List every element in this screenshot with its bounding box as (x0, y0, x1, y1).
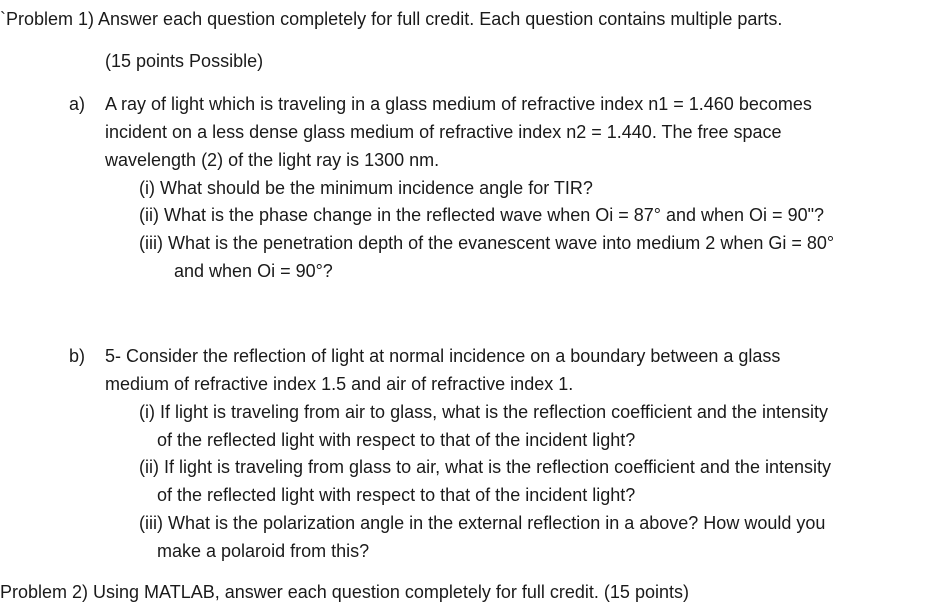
part-b-text-line-1: 5- Consider the reflection of light at normal incidence on a boundary between a glass (105, 346, 781, 366)
part-a-sub-i: (i) What should be the minimum incidence angle for TIR? (139, 178, 593, 198)
part-b-marker: b) (69, 346, 86, 366)
part-b-sub-iii: (iii) What is the polarization angle in the external reflection in a above? How would you (139, 513, 826, 533)
part-a-text-line-2: incident on a less dense glass medium of refractive index n2 = 1.440. The free space (105, 122, 782, 142)
problem-2-heading: Problem 2) Using MATLAB, answer each question completely for full credit. (15 points) (0, 582, 689, 602)
part-a-text-line-3: wavelength (2) of the light ray is 1300 nm. (105, 150, 440, 170)
part-b-sub-ii: (ii) If light is traveling from glass to air, what is the reflection coefficient and the intensity (139, 457, 831, 477)
part-b-sub-i-cont: of the reflected light with respect to that of the incident light? (157, 430, 636, 450)
part-a-text-line-1: A ray of light which is traveling in a glass medium of refractive index n1 = 1.460 becomes (105, 94, 812, 114)
part-a-sub-iii: (iii) What is the penetration depth of the evanescent wave into medium 2 when Gi = 80° (139, 233, 835, 253)
part-b-sub-iii-cont: make a polaroid from this? (157, 541, 370, 561)
part-a-sub-iii-cont: and when Oi = 90°? (174, 261, 333, 281)
problem-1-heading: `Problem 1) Answer each question completely for full credit. Each question contains multiple parts. (0, 9, 783, 29)
part-b-sub-i: (i) If light is traveling from air to glass, what is the reflection coefficient and the intensity (139, 402, 828, 422)
problem-1-points: (15 points Possible) (105, 51, 264, 71)
part-b-sub-ii-cont: of the reflected light with respect to that of the incident light? (157, 485, 636, 505)
part-b-text-line-2: medium of refractive index 1.5 and air of refractive index 1. (105, 374, 574, 394)
part-a-sub-ii: (ii) What is the phase change in the reflected wave when Oi = 87° and when Oi = 90"? (139, 205, 824, 225)
part-a-marker: a) (69, 94, 86, 114)
